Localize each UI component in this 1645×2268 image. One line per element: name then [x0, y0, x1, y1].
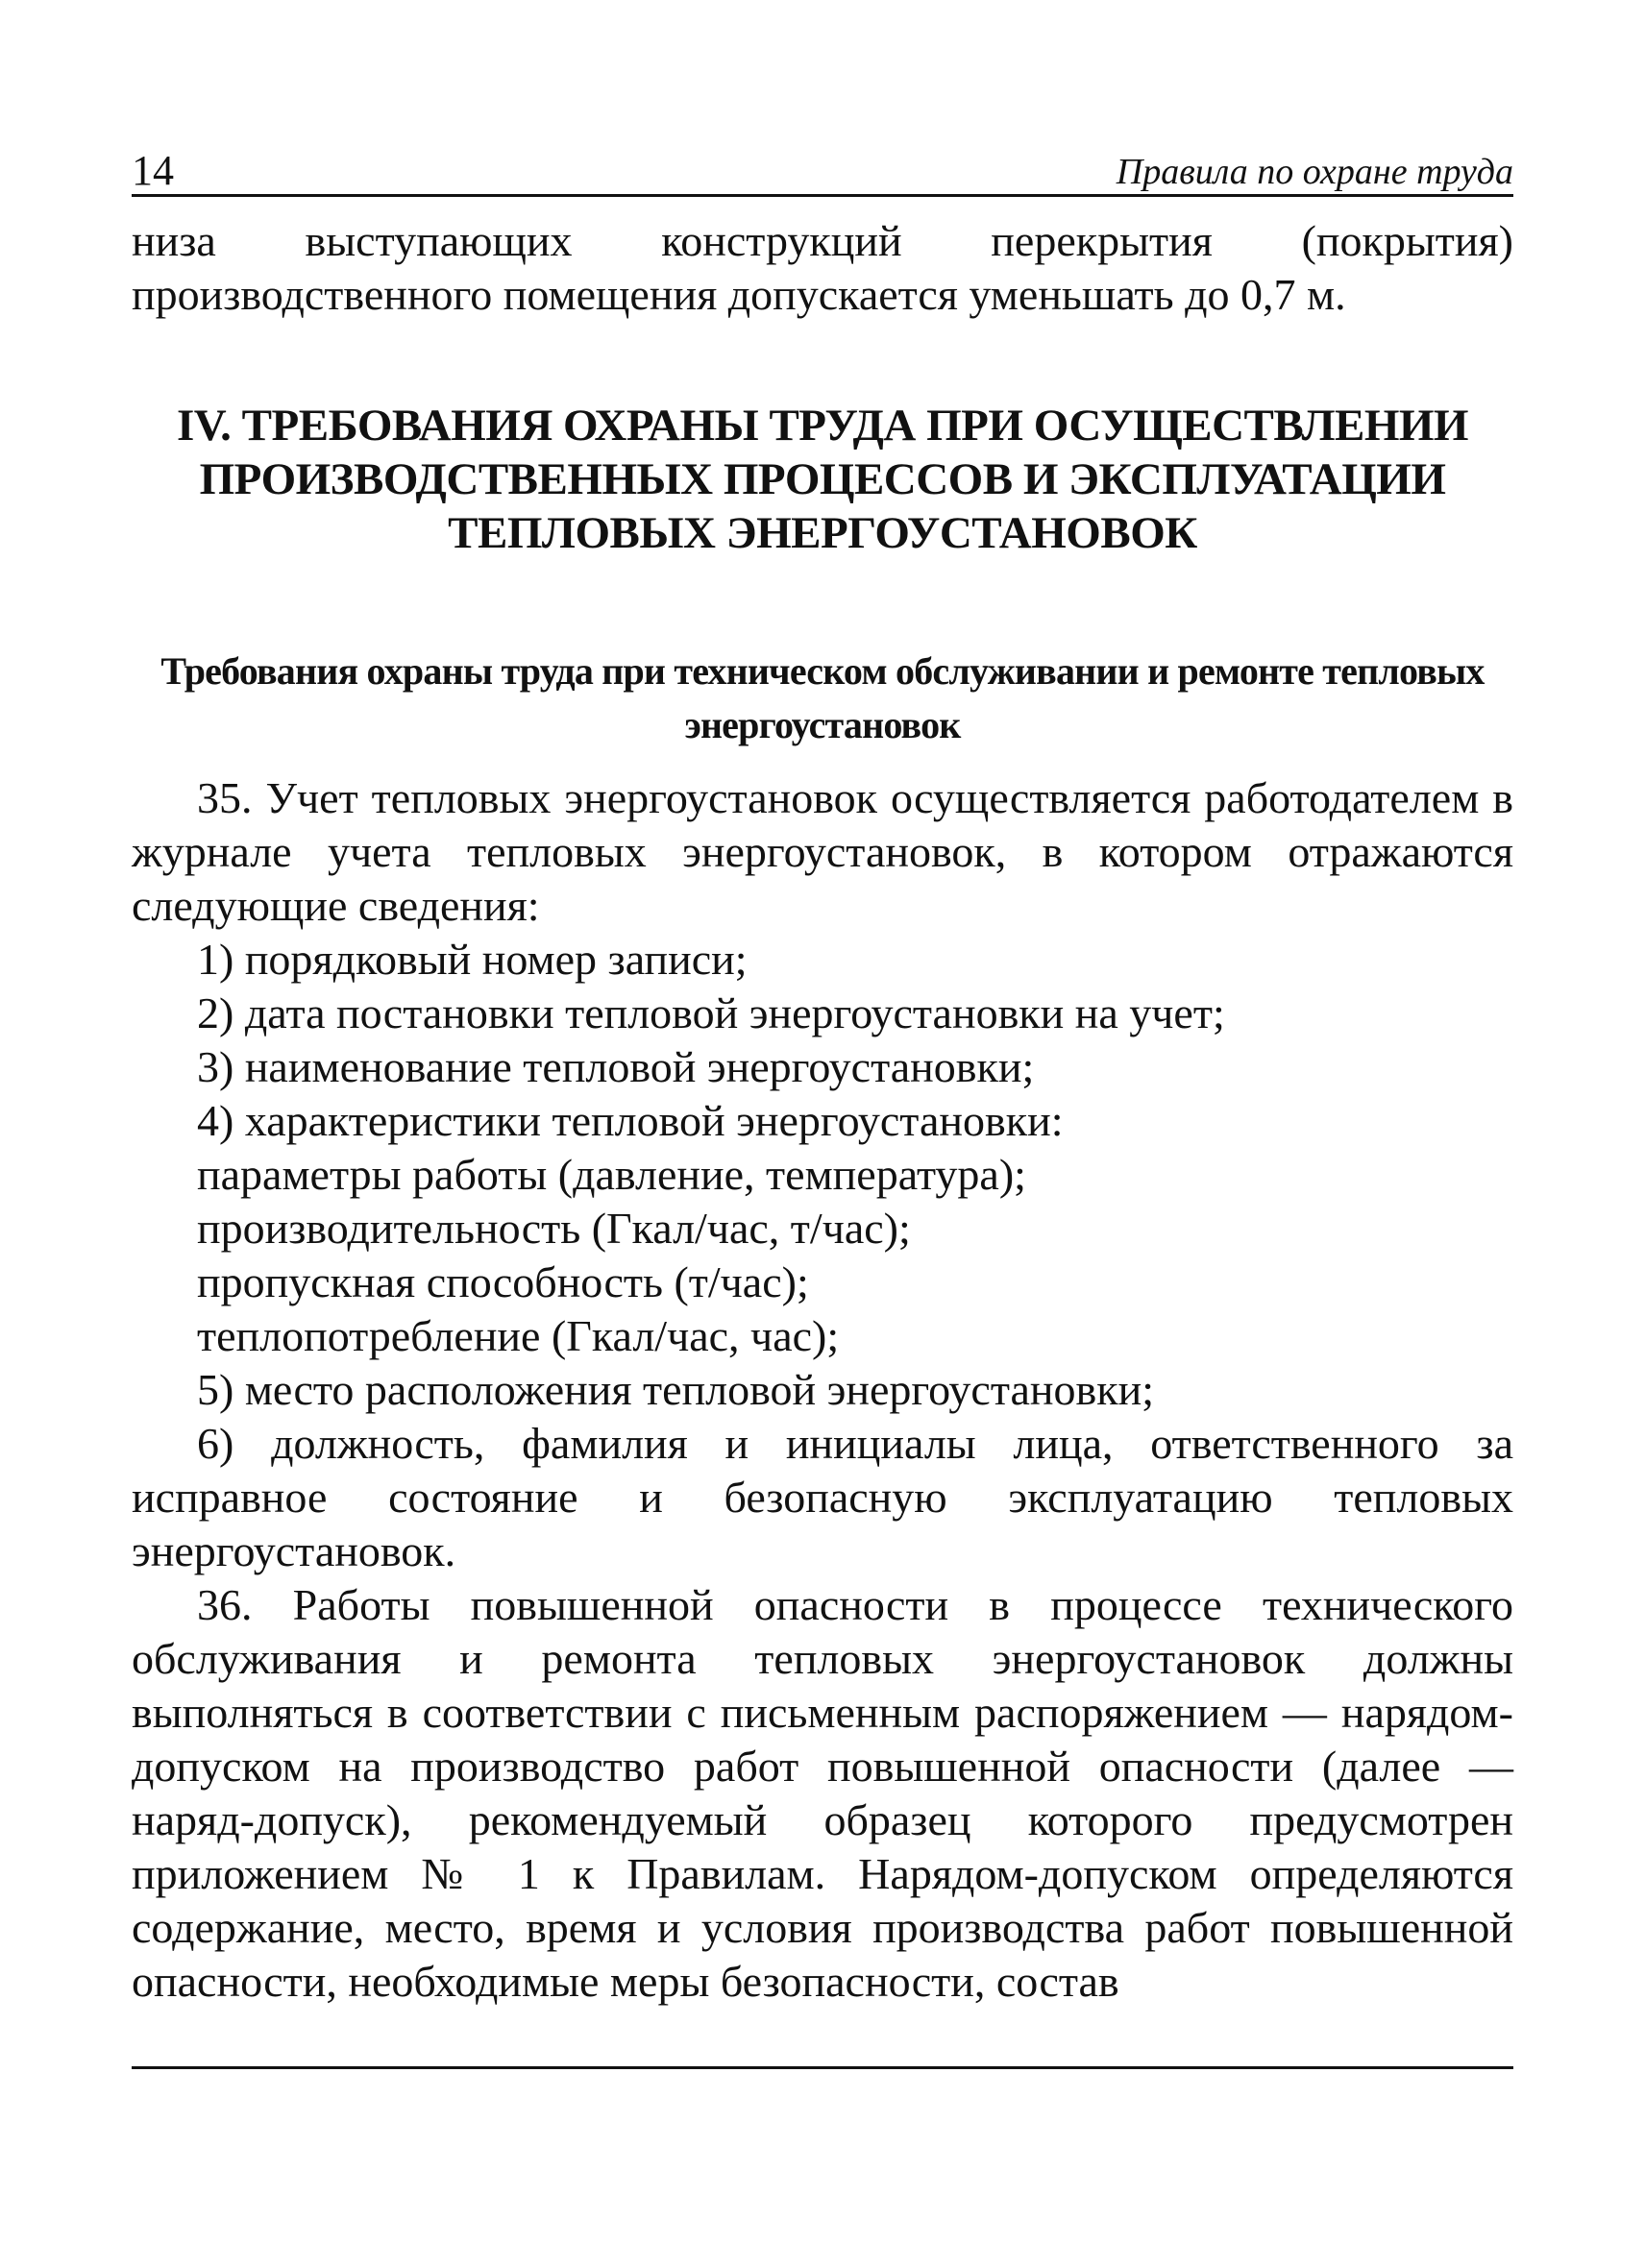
- paragraph-35-intro: 35. Учет тепловых энергоустановок осуществляется работодателем в журнале учета тепловых энергоустановок, в котором отражаются следующие сведения:: [132, 773, 1513, 930]
- subsection-title: Требования охраны труда при техническом обслуживании и ремонте тепловых энергоустановок: [160, 649, 1485, 746]
- list-item: производительность (Гкал/час, т/час);: [197, 1204, 911, 1253]
- paragraph-35-list: [132, 933, 1513, 1417]
- section-title: IV. ТРЕБОВАНИЯ ОХРАНЫ ТРУДА ПРИ ОСУЩЕСТВЛЕНИИ ПРОИЗВОДСТВЕННЫХ ПРОЦЕССОВ И ЭКСПЛУАТАЦИИ ТЕПЛОВЫХ ЭНЕРГОУСТАНОВОК: [177, 401, 1468, 558]
- list-item: 3) наименование тепловой энергоустановки;: [197, 1042, 1035, 1091]
- continued-paragraph: низа выступающих конструкций перекрытия (покрытия) производственного помещения допускается уменьшать до 0,7 м.: [132, 216, 1513, 319]
- running-header: [132, 134, 1513, 197]
- paragraph-36: 36. Работы повышенной опасности в процессе технического обслуживания и ремонта тепловых энергоустановок должны выполняться в соответствии с письменным распоряжением — нарядом-допуском на производство работ повышенной опасности (далее — наряд-допуск), рекомендуемый образец которого предусмотрен приложением № 1 к Правилам. Нарядом-допуском определяются содержание, место, время и условия производства работ повышенной опасности, необходимые меры безопасности, состав: [132, 1580, 1513, 2006]
- list-item: параметры работы (давление, температура);: [197, 1150, 1026, 1199]
- document-page: [132, 134, 1513, 2009]
- running-title: Правила по охране труда: [1116, 152, 1513, 192]
- list-item: 4) характеристики тепловой энергоустановки:: [197, 1096, 1064, 1145]
- footer-rule: [132, 2066, 1513, 2069]
- paragraph-35-last-item: 6) должность, фамилия и инициалы лица, ответственного за исправное состояние и безопасную эксплуатацию тепловых энергоустановок.: [132, 1419, 1513, 1575]
- page-number: 14: [132, 147, 174, 194]
- list-item: 1) порядковый номер записи;: [197, 935, 748, 984]
- list-item: 5) место расположения тепловой энергоустановки;: [197, 1365, 1154, 1414]
- list-item: 2) дата постановки тепловой энергоустановки на учет;: [197, 988, 1225, 1037]
- list-item: пропускная способность (т/час);: [197, 1257, 809, 1306]
- list-item: теплопотребление (Гкал/час, час);: [197, 1311, 840, 1360]
